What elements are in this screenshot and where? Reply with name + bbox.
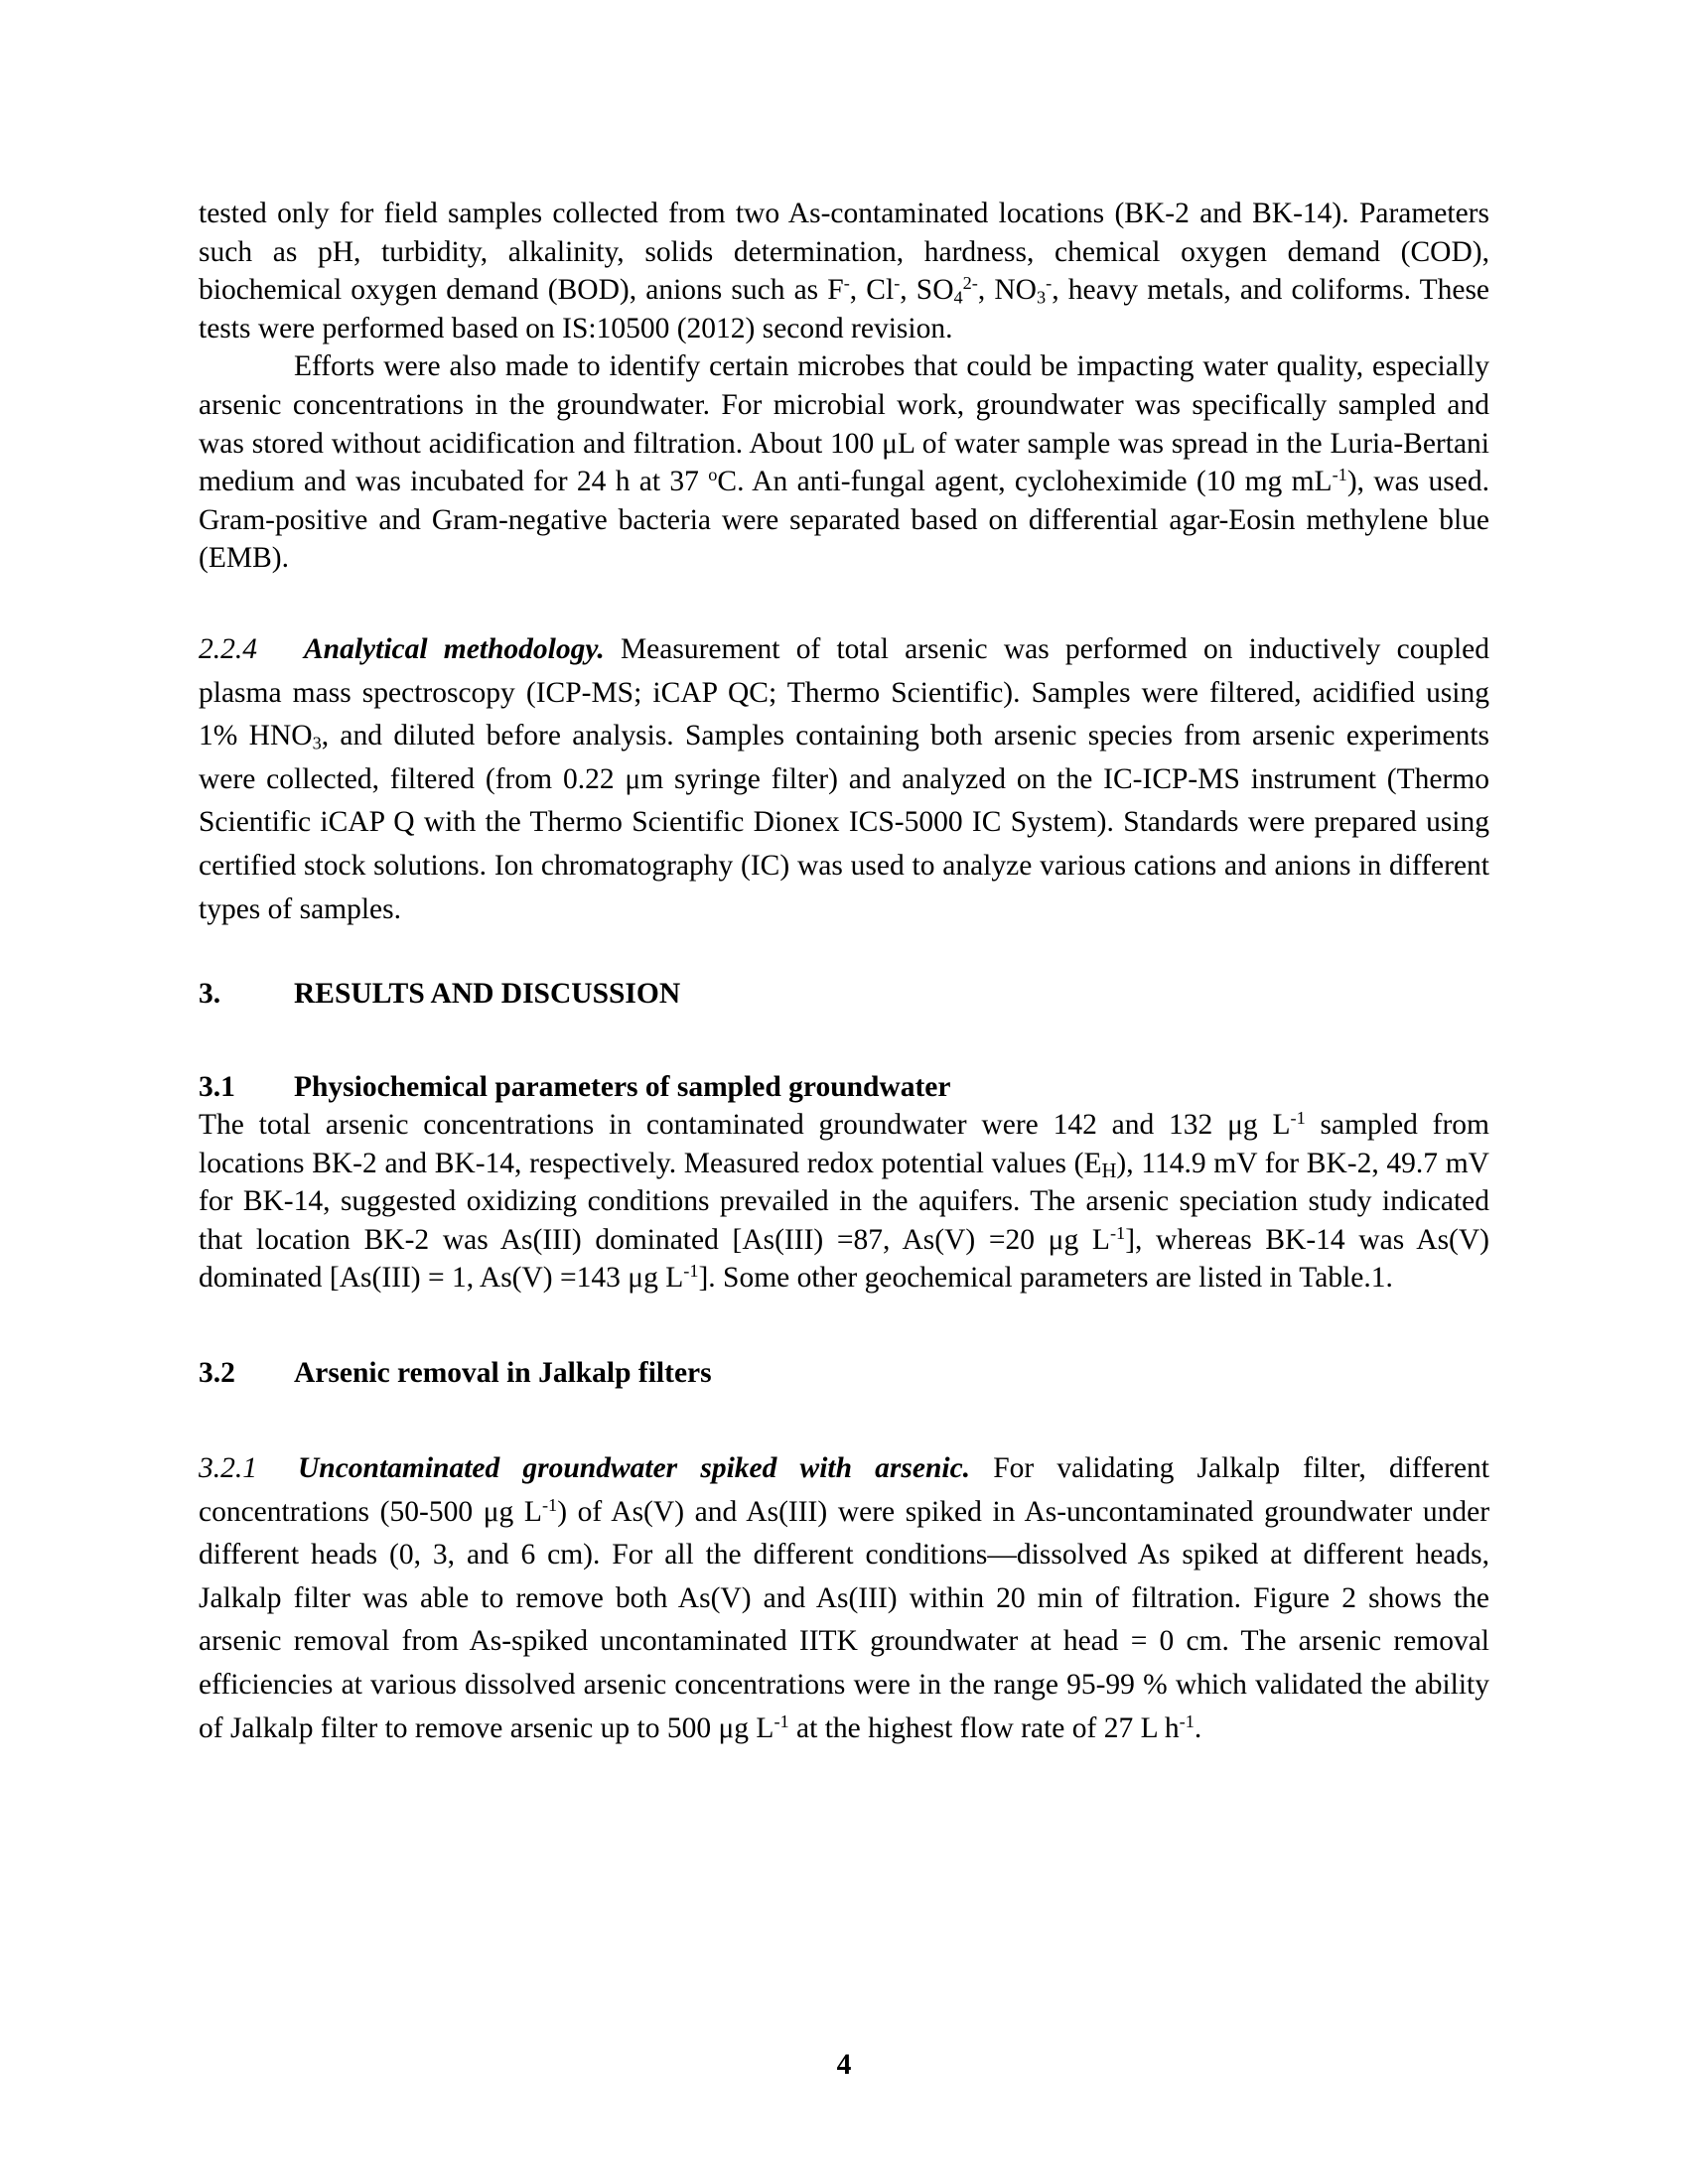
section-title: Uncontaminated groundwater spiked with arsenic. bbox=[298, 1452, 971, 1485]
page-body bbox=[199, 195, 1489, 1750]
section-3-2-1-spiked-groundwater: 3.2.1 Uncontaminated groundwater spiked with arsenic. For validating Jalkalp filter, different concentrations (50-500 μg $L^{-1}$) of As(V) and As(III) were spiked in As-uncontaminated groundwater under different heads (0, 3, and 6 cm). For all the different conditions—dissolved As spiked at different heads, Jalkalp filter was able to remove both As(V) and As(III) within 20 min of filtration. Figure 2 shows the arsenic removal from As-spiked uncontaminated IITK groundwater at head = 0 cm. The arsenic removal efficiencies at various dissolved arsenic concentrations were in the range 95-99 % which validated the ability of Jalkalp filter to remove arsenic up to 500 μg $L^{-1}$ at the highest flow rate of 27 L $h^{-1}$. bbox=[199, 1447, 1489, 1750]
section-title: Analytical methodology. bbox=[304, 632, 605, 665]
page-number: 4 bbox=[836, 2049, 852, 2081]
paragraph-physiochemical-parameters: The total arsenic concentrations in contaminated groundwater were 142 and 132 μg $L^{-1}$ sampled from locations BK-2 and BK-14, respectively. Measured redox potential values $(E_H)$, 114.9 mV for BK-2, 49.7 mV for BK-14, suggested oxidizing conditions prevailed in the aquifers. The arsenic speciation study indicated that location BK-2 was As(III) dominated [As(III) =87, As(V) =20 μg $L^{-1}$], whereas BK-14 was As(V) dominated [As(III) = 1, As(V) =143 μg $L^{-1}$]. Some other geochemical parameters are listed in Table.1. bbox=[199, 1108, 1489, 1295]
section-number: 2.2.4 bbox=[199, 632, 257, 665]
paragraph-test-parameters: tested only for field samples collected from two As-contaminated locations (BK-2 and BK-14). Parameters such as pH, turbidity, alkalinity, solids determination, hardness, chemical oxygen demand (COD), biochemical oxygen demand (BOD), anions such as F-, Cl-, $SO_4^{2-}$, $NO_3^-$, heavy metals, and coliforms. These tests were performed based on IS:10500 (2012) second revision. bbox=[199, 198, 1490, 344]
section-number: 3.2.1 bbox=[199, 1452, 257, 1485]
heading-results-and-discussion: 3. RESULTS AND DISCUSSION bbox=[199, 978, 681, 1011]
heading-3-2: 3.2 Arsenic removal in Jalkalp filters bbox=[199, 1357, 712, 1390]
heading-3-1: 3.1 Physiochemical parameters of sampled groundwater bbox=[199, 1071, 951, 1104]
section-2-2-4-analytical-methodology: 2.2.4 Analytical methodology. Measurement of total arsenic was performed on inductively coupled plasma mass spectroscopy (ICP-MS; iCAP QC; Thermo Scientific). Samples were filtered, acidified using 1% $HNO_3$, and diluted before analysis. Samples containing both arsenic species from arsenic experiments were collected, filtered (from 0.22 μm syringe filter) and analyzed on the IC-ICP-MS instrument (Thermo Scientific iCAP Q with the Thermo Scientific Dionex ICS-5000 IC System). Standards were prepared using certified stock solutions. Ion chromatography (IC) was used to analyze various cations and anions in different types of samples. bbox=[199, 628, 1489, 931]
paragraph-microbial-work: Efforts were also made to identify certain microbes that could be impacting water quality, especially arsenic concentrations in the groundwater. For microbial work, groundwater was specifically sampled and was stored without acidification and filtration. About 100 μL of water sample was spread in the Luria-Bertani medium and was incubated for 24 h at 37 $^o$C. An anti-fungal agent, cycloheximide (10 mg $mL^{-1}$), was used. Gram-positive and Gram-negative bacteria were separated based on differential agar-Eosin methylene blue (EMB). bbox=[199, 350, 1490, 575]
